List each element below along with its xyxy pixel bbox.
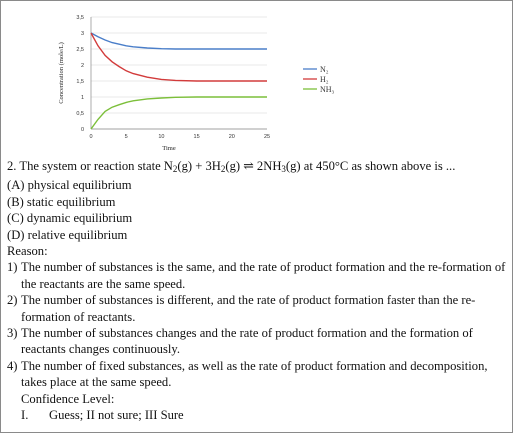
y-axis-label: Concentration (mole/L): [58, 42, 65, 104]
legend-label: H₂: [320, 75, 329, 84]
option-d[interactable]: (D) relative equilibrium: [7, 227, 128, 242]
legend-label: N₂: [320, 65, 329, 74]
confidence-roman: I.: [21, 408, 29, 423]
reason-text: The number of substances changes and the rate of product formation and the formation of reactants changes continuously.: [21, 326, 473, 357]
series-line: [91, 33, 267, 49]
reason-number: 2): [7, 293, 18, 308]
reason-number: 4): [7, 358, 18, 373]
option-c[interactable]: (C) dynamic equilibrium: [7, 211, 133, 226]
reason-text: The number of fixed substances, as well as the rate of product formation and decomposition, takes place at the same speed.: [21, 358, 488, 390]
y-tick-label: 2,5: [76, 47, 84, 53]
y-tick-label: 1,5: [76, 79, 84, 85]
y-tick-label: 3: [80, 31, 84, 37]
confidence-heading: Confidence Level:: [21, 391, 115, 406]
reason-text: The number of substances is the same, and the rate of product formation and the re-formation of the reactants are the same speed.: [21, 260, 506, 291]
reason-option-4[interactable]: [7, 358, 507, 391]
y-tick-label: 2: [80, 63, 84, 69]
legend-label: NH₃: [320, 85, 335, 94]
x-tick-label: 20: [228, 134, 235, 140]
chart-axes: [76, 15, 270, 140]
chart-grid: [91, 17, 267, 129]
x-axis-label: Time: [162, 145, 176, 152]
x-tick-label: 0: [89, 134, 93, 140]
reason-option-2[interactable]: [7, 292, 507, 325]
x-tick-label: 5: [124, 134, 128, 140]
question-stem: 2. The system or reaction state $N_2(g) + 3H_2(g)$ ⇌ $2NH_3(g)$ at 450°C as shown above is ...: [7, 159, 456, 174]
series-line: [91, 33, 267, 81]
y-tick-label: 0: [80, 127, 84, 133]
reason-option-3[interactable]: [7, 325, 507, 358]
y-tick-label: 3,5: [76, 15, 84, 21]
confidence-text: Guess; II not sure; III Sure: [49, 408, 184, 423]
chart-svg: [3, 3, 383, 155]
reason-text: The number of substances is different, and the rate of product formation faster than the re-formation of reactants.: [21, 293, 476, 324]
reason-number: 3): [7, 326, 18, 341]
y-tick-label: 0,5: [76, 111, 84, 117]
reason-number: 1): [7, 260, 18, 275]
x-tick-label: 15: [193, 134, 200, 140]
y-tick-label: 1: [80, 95, 84, 101]
option-a[interactable]: (A) physical equilibrium: [7, 178, 132, 193]
chart-legend: [303, 65, 335, 94]
concentration-chart: [3, 3, 383, 155]
question-text: [7, 158, 507, 424]
x-tick-label: 25: [263, 134, 271, 140]
x-tick-label: 10: [158, 134, 165, 140]
option-b[interactable]: (B) static equilibrium: [7, 194, 116, 209]
reason-option-1[interactable]: [7, 259, 507, 292]
question-number: 2.: [7, 159, 17, 173]
confidence-options[interactable]: [7, 407, 507, 423]
reason-heading: Reason:: [7, 244, 48, 259]
